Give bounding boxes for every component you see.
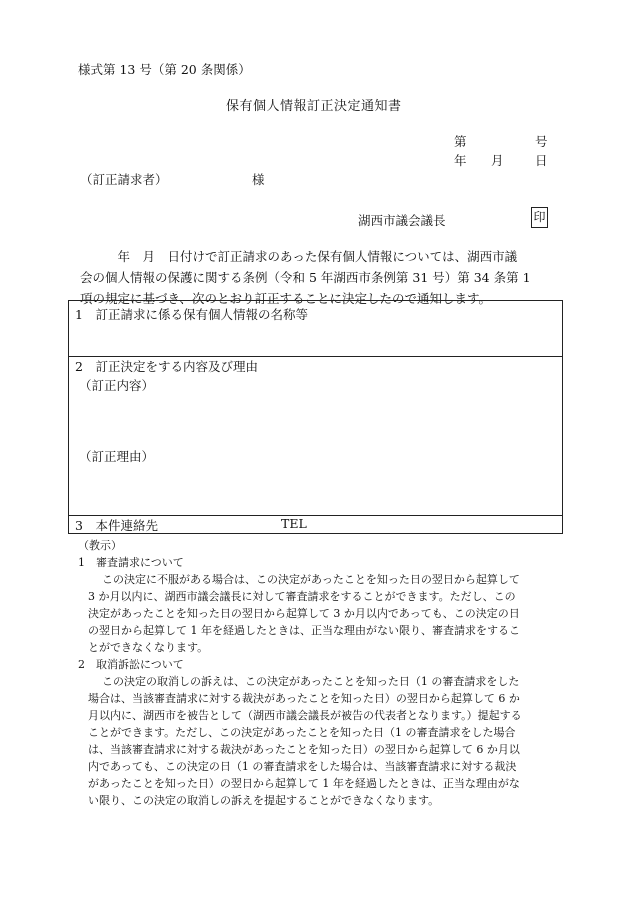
intro-line: 会の個人情報の保護に関する条例（令和 5 年湖西市条例第 31 号）第 34 条第 1: [80, 270, 531, 285]
note-line: ことができます。ただし、この決定があったことを知った日（1 の審査請求をした場合: [88, 726, 516, 739]
intro-line: 項の規定に基づき、次のとおり訂正することに決定したので通知します。: [80, 291, 492, 306]
seal-stamp-box: 印: [531, 207, 548, 228]
note-line: 場合は、当該審査請求に対する裁決があったことを知った日）の翌日から起算して 6 か: [88, 692, 520, 705]
date-day-label: 日: [535, 153, 548, 168]
date-month-label: 月: [491, 153, 504, 168]
table-row-decision: [68, 355, 563, 516]
note-line: は、当該審査請求に対する裁決があったことを知った日）の翌日から起算して 6 か月以: [88, 743, 520, 756]
instruction-notes: [78, 537, 556, 809]
issuer-name: 湖西市議会議長: [358, 213, 446, 228]
row3-label: 3 本件連絡先: [75, 518, 158, 533]
honorific: 様: [252, 172, 265, 187]
note-line: とができなくなります。: [88, 641, 209, 654]
note-line: 3 か月以内に、湖西市議会議長に対して審査請求をすることができます。ただし、この: [88, 590, 516, 603]
note-line: 決定があったことを知った日の翌日から起算して 3 か月以内であっても、この決定の日: [88, 607, 520, 620]
correction-reason-label: （訂正理由）: [79, 449, 155, 464]
note-item-title: 2 取消訴訟について: [78, 658, 184, 671]
form-number: 様式第 13 号（第 20 条関係）: [78, 62, 251, 77]
note-item-title: 1 審査請求について: [78, 556, 184, 569]
tel-label: TEL: [281, 516, 307, 531]
note-line: この決定に不服がある場合は、この決定があったことを知った日の翌日から起算して: [102, 573, 520, 586]
intro-line: 年 月 日付けで訂正請求のあった保有個人情報については、湖西市議: [80, 249, 518, 264]
row2-label: 2 訂正決定をする内容及び理由: [75, 359, 258, 374]
date-year-label: 年: [454, 153, 467, 168]
requester-label: （訂正請求者）: [80, 172, 168, 187]
note-line: この決定の取消しの訴えは、この決定があったことを知った日（1 の審査請求をした: [102, 675, 520, 688]
table-row-contact: [68, 515, 563, 534]
note-line: があったことを知った日）の翌日から起算して 1 年を経過したときは、正当な理由がな: [88, 777, 520, 790]
notes-heading: （教示）: [78, 539, 122, 552]
note-line: い限り、この決定の取消しの訴えを提起することができなくなります。: [88, 794, 440, 807]
note-line: の翌日から起算して 1 年を経過したときは、正当な理由がない限り、審査請求をするこ: [88, 624, 520, 637]
note-line: 内であっても、この決定の日（1 の審査請求をした場合は、当該審査請求に対する裁決: [88, 760, 517, 773]
note-line: 月以内に、湖西市を被告として（湖西市議会議長が被告の代表者となります。）提起する: [88, 709, 522, 722]
document-title: 保有個人情報訂正決定通知書: [226, 99, 402, 114]
row1-label: 1 訂正請求に係る保有個人情報の名称等: [75, 307, 308, 322]
number-label-dai: 第: [454, 134, 467, 149]
table-row-info-name: [68, 300, 563, 357]
correction-content-label: （訂正内容）: [79, 378, 155, 393]
number-label-go: 号: [535, 134, 548, 149]
